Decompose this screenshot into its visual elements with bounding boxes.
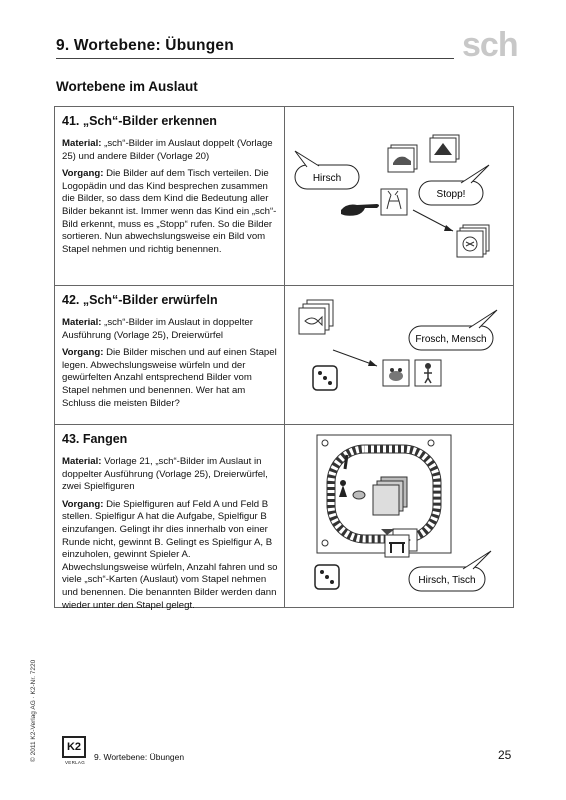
material-label: Material: bbox=[62, 317, 102, 328]
card-person-icon bbox=[415, 360, 441, 386]
title-underline bbox=[56, 58, 454, 59]
page-number: 25 bbox=[498, 748, 512, 762]
exercise-text-42 bbox=[55, 286, 285, 424]
material-text: „sch“-Bilder im Auslaut doppelt (Vorlage 25) und andere Bilder (Vorlage 20) bbox=[62, 138, 273, 162]
exercise-table bbox=[54, 106, 514, 611]
procedure-text: Die Bilder mischen und auf einen Stapel legen. Abwechslungsweise würfeln und der gewürfelten Anzahl entsprechend Bilder vom Stapel nehmen und benennen. Wer hat am Schluss die meisten Bilder? bbox=[62, 347, 277, 409]
die-icon bbox=[313, 366, 337, 390]
procedure-label: Vorgang: bbox=[62, 168, 104, 180]
bubble-text: Hirsch bbox=[312, 173, 342, 184]
procedure-text: Die Spielfiguren auf Feld A und Feld B stellen. Spielfigur A hat die Aufgabe, Spielfigur B einzufangen. Gelingt ihr dies innerhalb von einer Runde nicht, gewinnt B. Gelingt es Spielfigur A, B einzuholen, gewinnt Spieler A. Abwechslungsweise würfeln, Anzahl fahren und so viele „sch“-Karten (Auslaut) vom Stapel nehmen und benennen. Die benannten Bilder werden dann wieder unter den Stapel gelegt. bbox=[62, 498, 278, 611]
card-stack-icon bbox=[457, 225, 489, 257]
exercise-illustration-42 bbox=[285, 286, 513, 424]
section-subtitle: Wortebene im Auslaut bbox=[56, 79, 198, 94]
exercise-title: 43. Fangen bbox=[62, 432, 128, 446]
material-text: „sch“-Bilder im Auslaut in doppelter Ausführung (Vorlage 25), Dreierwürfel bbox=[62, 317, 253, 341]
page-title: 9. Wortebene: Übungen bbox=[56, 37, 234, 54]
procedure-label: Vorgang: bbox=[62, 347, 104, 359]
exercise-text-43 bbox=[55, 425, 285, 611]
exercise-title: 42. „Sch“-Bilder erwürfeln bbox=[62, 293, 218, 307]
exercise-row-42 bbox=[55, 286, 513, 425]
copyright-notice: © 2011 K2-Verlag AG · K2-Nr. 7220 bbox=[30, 659, 37, 762]
illustration-43-svg bbox=[285, 425, 511, 607]
speech-bubble-frosch-mensch bbox=[409, 310, 497, 350]
publisher-logo-sub: VERLAG bbox=[64, 760, 86, 765]
card-stack-fish-icon bbox=[299, 300, 333, 334]
exercise-illustration-41 bbox=[285, 107, 513, 285]
procedure-paragraph bbox=[62, 499, 279, 612]
material-label: Material: bbox=[62, 456, 102, 467]
card-table-icon bbox=[385, 535, 409, 557]
illustration-42-svg bbox=[285, 286, 511, 424]
material-paragraph bbox=[62, 317, 279, 342]
exercise-illustration-43 bbox=[285, 425, 513, 607]
material-paragraph bbox=[62, 456, 279, 494]
card-frog-icon bbox=[383, 360, 409, 386]
procedure-paragraph bbox=[62, 168, 279, 256]
exercise-title: 41. „Sch“-Bilder erkennen bbox=[62, 114, 217, 128]
material-text: Vorlage 21, „sch“-Bilder im Auslaut in doppelter Ausführung (Vorlage 25), Dreierwürfel, zwei Spielfiguren bbox=[62, 456, 268, 493]
material-label: Material: bbox=[62, 138, 102, 149]
exercise-row-41 bbox=[55, 107, 513, 286]
speech-bubble-hirsch bbox=[295, 151, 359, 189]
illustration-41-svg bbox=[285, 107, 511, 285]
procedure-label: Vorgang: bbox=[62, 498, 104, 510]
card-shoe-icon bbox=[388, 145, 417, 172]
bubble-text: Frosch, Mensch bbox=[415, 334, 487, 345]
card-deer-icon bbox=[381, 189, 407, 215]
procedure-paragraph bbox=[62, 347, 279, 410]
sound-label: sch bbox=[462, 26, 518, 64]
publisher-logo: K2 bbox=[62, 736, 86, 758]
arrowhead bbox=[444, 225, 453, 231]
bubble-text: Stopp! bbox=[436, 189, 466, 200]
exercise-row-43 bbox=[55, 425, 513, 611]
pointing-hand-icon bbox=[341, 204, 379, 216]
exercise-text-41 bbox=[55, 107, 285, 285]
arrowhead bbox=[368, 360, 377, 366]
bubble-text: Hirsch, Tisch bbox=[418, 575, 476, 586]
material-paragraph bbox=[62, 138, 279, 163]
speech-bubble-stopp bbox=[419, 165, 489, 205]
procedure-text: Die Bilder auf dem Tisch verteilen. Die Logopädin und das Kind besprechen zusammen die Bilder, so dass dem Kind die Bedeutung aller Bilder bekannt ist. Immer wenn das Kind ein „sch“-Bild erkennt, muss es „Stopp“ rufen. So die Bilder sortieren. Nun abwechslungsweise ein Bild vom Stapel nehmen und richtig benennen. bbox=[62, 168, 277, 255]
footer-section-title: 9. Wortebene: Übungen bbox=[94, 752, 185, 762]
speech-bubble-hirsch-tisch bbox=[409, 551, 491, 591]
card-hat-icon bbox=[430, 135, 459, 162]
die-icon bbox=[315, 565, 339, 589]
